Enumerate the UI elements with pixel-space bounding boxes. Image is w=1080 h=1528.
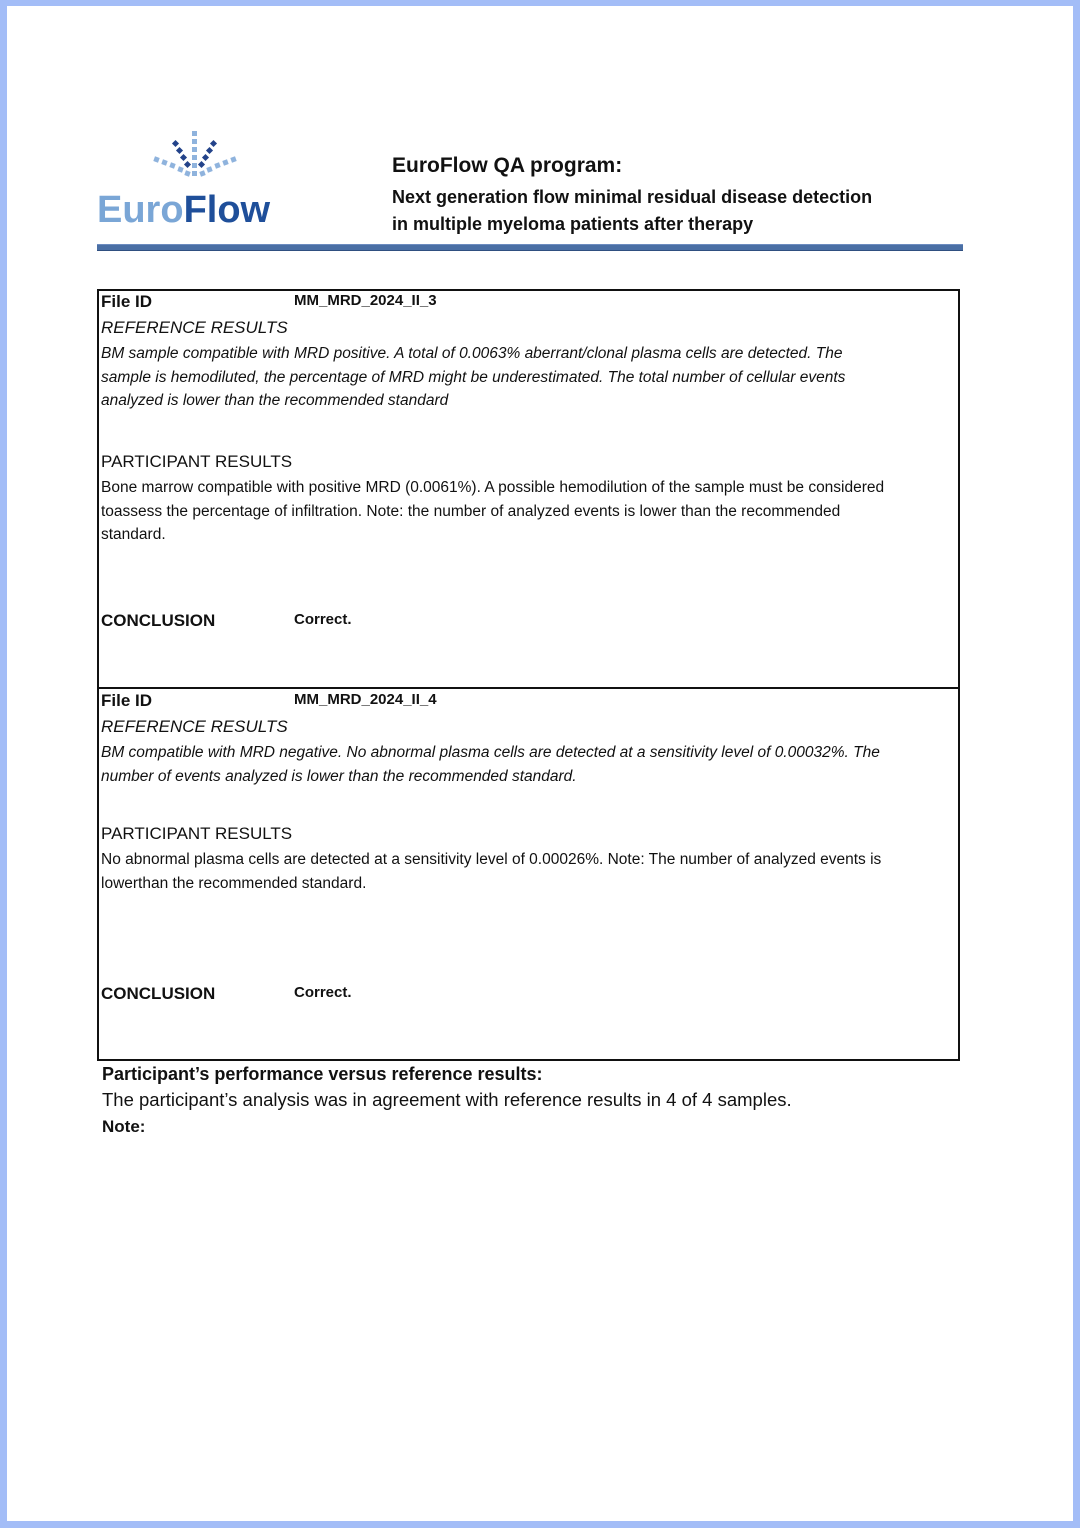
- conclusion-value: Correct.: [294, 611, 352, 628]
- logo-wordmark: [97, 188, 270, 232]
- note-label: Note:: [102, 1117, 146, 1136]
- participant-line: standard.: [101, 526, 166, 543]
- performance-heading: Participant’s performance versus reference results:: [102, 1064, 543, 1084]
- reference-line: BM compatible with MRD negative. No abnormal plasma cells are detected at a sensitivity level of 0.00032%. The: [101, 744, 880, 761]
- logo-text-flow: Flow: [183, 189, 271, 231]
- participant-line: Bone marrow compatible with positive MRD (0.0061%). A possible hemodilution of the sample must be considered: [101, 479, 885, 496]
- reference-results-heading: REFERENCE RESULTS: [101, 717, 288, 736]
- participant-results-heading: PARTICIPANT RESULTS: [101, 824, 293, 843]
- reference-line: analyzed is lower than the recommended standard: [101, 392, 449, 409]
- conclusion-value: Correct.: [294, 984, 352, 1001]
- file-id-label: File ID: [101, 292, 153, 311]
- reference-line: BM sample compatible with MRD positive. A total of 0.0063% aberrant/clonal plasma cells are detected. The: [101, 345, 843, 362]
- participant-results-text: [101, 848, 881, 895]
- reference-results-text: [101, 741, 880, 788]
- participant-results-heading: PARTICIPANT RESULTS: [101, 452, 293, 471]
- participant-line: lowerthan the recommended standard.: [101, 874, 367, 892]
- reference-line: sample is hemodiluted, the percentage of MRD might be underestimated. The total number of cellular events: [101, 368, 846, 386]
- header-divider: [97, 244, 963, 251]
- page-title: EuroFlow QA program:: [392, 154, 623, 177]
- euroflow-logo: [97, 128, 297, 232]
- performance-text: The participant’s analysis was in agreement with reference results in 4 of 4 samples.: [102, 1089, 792, 1110]
- conclusion-label: CONCLUSION: [101, 984, 216, 1003]
- participant-line: No abnormal plasma cells are detected at a sensitivity level of 0.00026%. Note: The number of analyzed events is: [101, 851, 882, 868]
- participant-line: toassess the percentage of infiltration. Note: the number of analyzed events is lower than the recommended: [101, 502, 841, 520]
- reference-results-text: [101, 342, 845, 413]
- reference-line: number of events analyzed is lower than the recommended standard.: [101, 767, 577, 785]
- subtitle-line-1: Next generation flow minimal residual disease detection: [392, 187, 873, 207]
- reference-results-heading: REFERENCE RESULTS: [101, 318, 288, 337]
- conclusion-label: CONCLUSION: [101, 611, 216, 630]
- logo-text-euro: Euro: [97, 189, 184, 231]
- file-id-label: File ID: [101, 691, 153, 710]
- subtitle-line-2: in multiple myeloma patients after therapy: [392, 214, 754, 234]
- file-id-value: MM_MRD_2024_II_4: [294, 691, 437, 708]
- logo-burst-icon: [145, 128, 245, 184]
- file-id-value: MM_MRD_2024_II_3: [294, 292, 437, 309]
- page-subtitle: [392, 184, 872, 238]
- participant-results-text: [101, 476, 884, 547]
